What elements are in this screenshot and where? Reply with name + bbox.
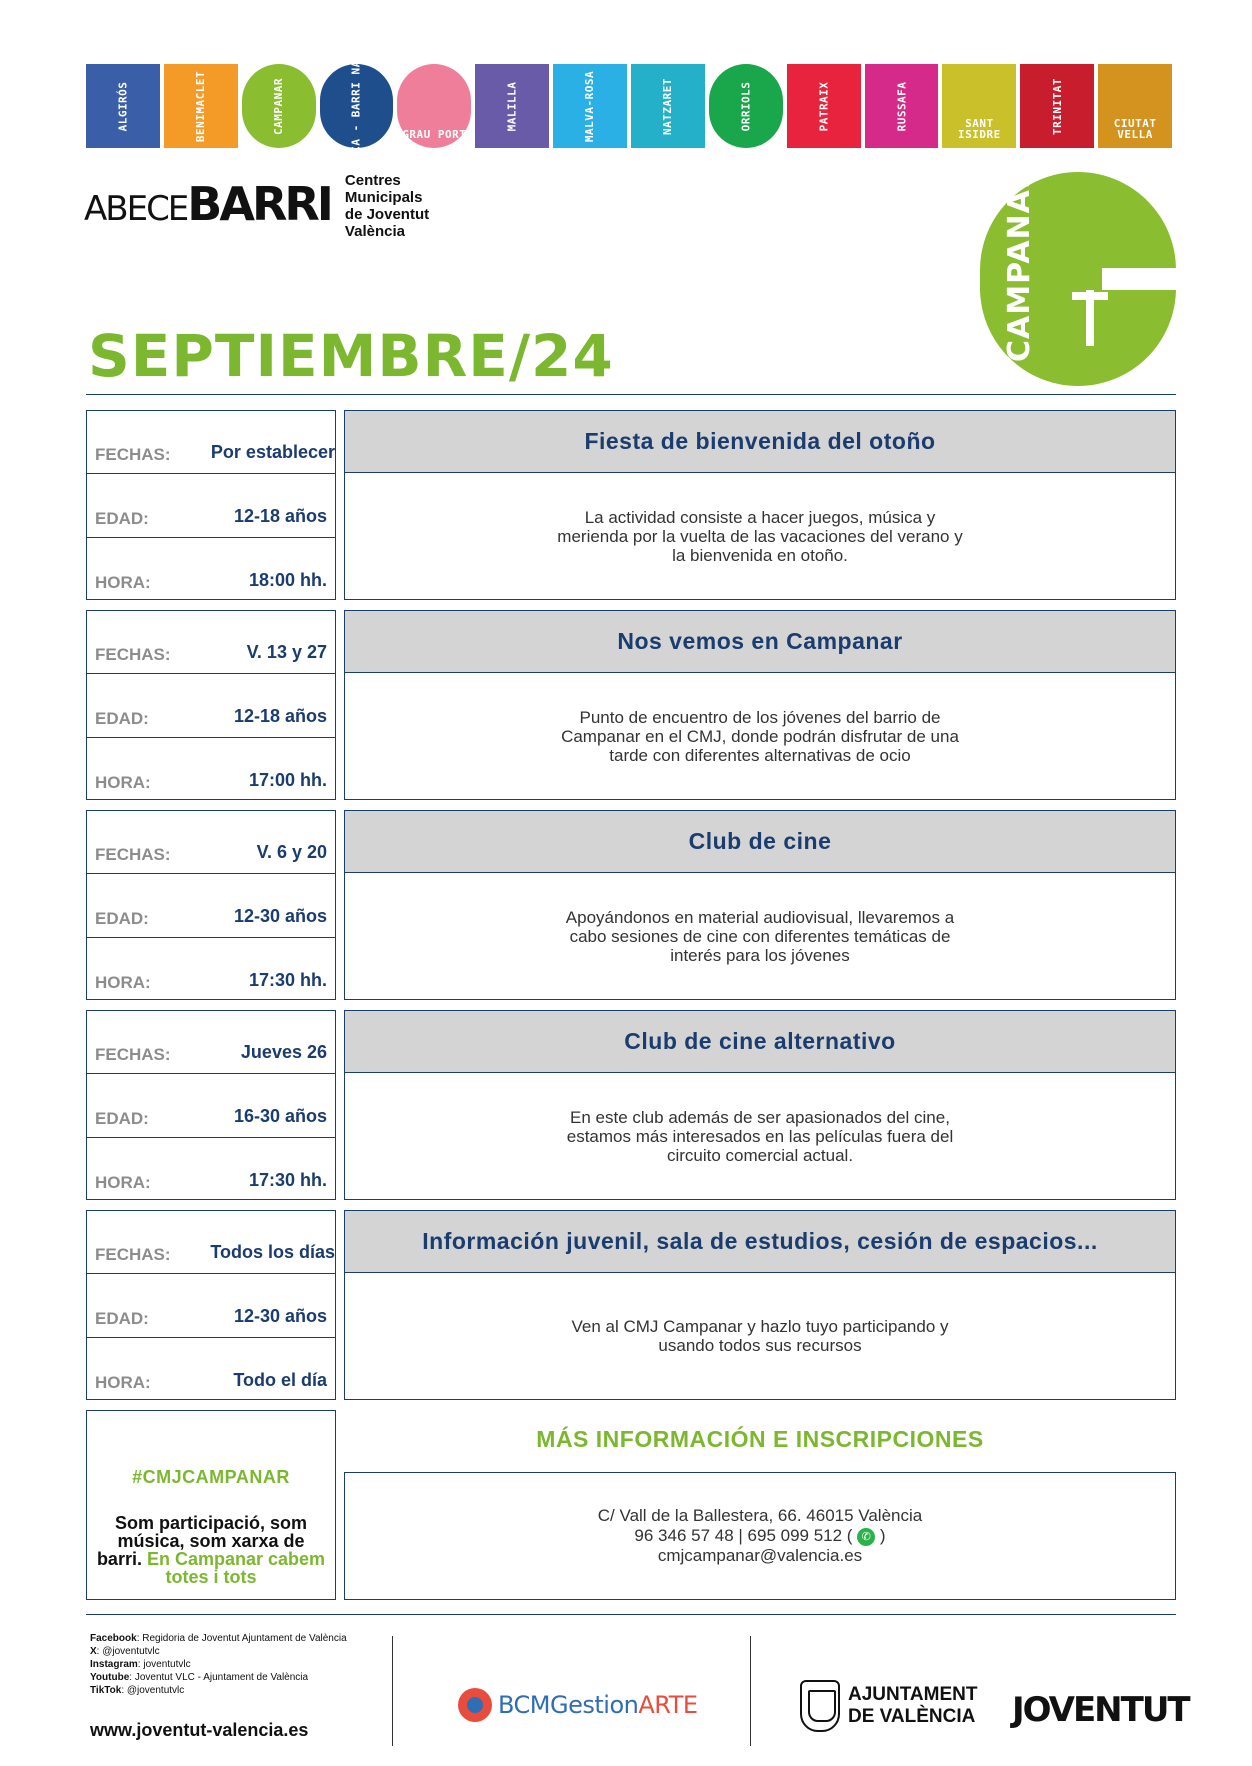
banner-letter: [631, 64, 705, 148]
activity-card: [86, 1210, 1176, 1400]
edad-value: 12-30 años: [233, 1305, 327, 1326]
neighbourhood-name: SANT ISIDRE: [958, 117, 1001, 141]
fechas-row: [87, 811, 335, 874]
neighbourhood-name: PATRAIX: [817, 81, 831, 131]
fechas-row: [87, 611, 335, 674]
address: C/ Vall de la Ballestera, 66. 46015 València: [597, 1506, 923, 1525]
hora-label: HORA:: [95, 1172, 151, 1192]
divider: [86, 1614, 1176, 1615]
banner-letter: [865, 64, 939, 148]
activity-info: [86, 1210, 336, 1400]
contact-box: [344, 1472, 1176, 1600]
campanar-emblem: [980, 165, 1176, 386]
neighbourhood-name: ORRIOLS: [739, 81, 753, 131]
activity-description: Punto de encuentro de los jóvenes del barrio de Campanar en el CMJ, donde podrán disfrutar de una tarde con diferentes alternativas de ocio: [561, 707, 959, 765]
activity-title: Club de cine alternativo: [344, 1010, 1176, 1073]
bcm-logo-icon: [458, 1688, 492, 1722]
banner-letter: [242, 64, 316, 148]
joventut-logo: JOVENTUT: [1012, 1690, 1189, 1730]
fechas-value: V. 6 y 20: [256, 842, 327, 863]
activity-card: [86, 810, 1176, 1000]
divider: [750, 1636, 751, 1746]
neighbourhood-name: MALILLA: [505, 81, 519, 131]
motto: Som participació, som música, som xarxa de barri. En Campanar cabem totes i tots: [96, 1513, 326, 1587]
hora-row: [87, 1138, 335, 1201]
edad-label: EDAD:: [95, 708, 149, 728]
hora-value: 17:30 hh.: [248, 969, 327, 990]
activity-description-box: [344, 672, 1176, 800]
edad-row: [87, 874, 335, 937]
hora-row: [87, 738, 335, 801]
social-line[interactable]: Youtube: Joventut VLC - Ajuntament de València: [90, 1672, 309, 1683]
edad-value: 12-18 años: [233, 505, 327, 526]
hora-value: 17:30 hh.: [248, 1169, 327, 1190]
edad-label: EDAD:: [95, 908, 149, 928]
banner-letter: [553, 64, 627, 148]
social-line[interactable]: Instagram: joventutvlc: [90, 1659, 191, 1670]
activity-title: Fiesta de bienvenida del otoño: [344, 410, 1176, 473]
hora-value: Todo el día: [233, 1369, 327, 1390]
neighbourhood-name: BENIMACLET: [194, 70, 208, 142]
banner-letter: [1098, 64, 1172, 148]
fechas-label: FECHAS:: [95, 1245, 171, 1265]
edad-value: 16-30 años: [233, 1105, 327, 1126]
brand-tagline: Centres Municipals de Joventut València: [344, 172, 430, 240]
abecebarri-logo: ABECEBARRI: [84, 176, 331, 231]
ajuntament-logo: AJUNTAMENT DE VALÈNCIA: [800, 1680, 977, 1732]
edad-label: EDAD:: [95, 1308, 149, 1328]
fechas-label: FECHAS:: [95, 845, 171, 865]
activity-description-box: [344, 872, 1176, 1000]
edad-row: [87, 1074, 335, 1137]
banner-letter: [787, 64, 861, 148]
activity-card: [86, 410, 1176, 600]
activity-description: Ven al CMJ Campanar y hazlo tuyo participando y usando todos sus recursos: [571, 1317, 949, 1355]
divider: [392, 1636, 393, 1746]
neighbourhood-name: CAMPANAR: [272, 77, 286, 135]
edad-row: [87, 1274, 335, 1337]
banner-letter: [320, 16, 394, 196]
fechas-value: Jueves 26: [240, 1042, 327, 1063]
neighbourhood-name: RUSSAFA: [895, 81, 909, 131]
fechas-row: [87, 1211, 335, 1274]
hora-row: [87, 1338, 335, 1401]
hora-label: HORA:: [95, 772, 151, 792]
hora-label: HORA:: [95, 1372, 151, 1392]
activity-description-box: [344, 1072, 1176, 1200]
social-line[interactable]: TikTok: @joventutvlc: [90, 1685, 185, 1696]
abecebarri-brand: [84, 172, 429, 240]
banner-letter: [942, 64, 1016, 148]
edad-value: 12-18 años: [233, 705, 327, 726]
activity-card: [86, 1010, 1176, 1200]
hashtag: #CMJCAMPANAR: [132, 1467, 290, 1487]
fechas-label: FECHAS:: [95, 645, 171, 665]
activity-description: En este club además de ser apasionados del cine, estamos más interesados en las películas fuera del circuito comercial actual.: [566, 1107, 954, 1165]
website-link[interactable]: www.joventut-valencia.es: [90, 1720, 309, 1740]
banner-letter: [397, 64, 471, 148]
banner-letter: [164, 64, 238, 148]
edad-row: [87, 474, 335, 537]
neighbourhood-name: ALGIRÓS: [116, 81, 130, 131]
activity-info: [86, 610, 336, 800]
activity-description-box: [344, 1272, 1176, 1400]
more-info-title: MÁS INFORMACIÓN E INSCRIPCIONES: [536, 1426, 984, 1452]
activity-description: La actividad consiste a hacer juegos, música y merienda por la vuelta de las vacaciones del verano y la bienvenida en otoño.: [557, 507, 963, 565]
neighbourhood-name: CIUTAT VELLA: [1113, 117, 1157, 141]
activity-title: Información juvenil, sala de estudios, cesión de espacios...: [344, 1210, 1176, 1273]
fechas-value: Por establecer: [210, 442, 335, 463]
activity-info: [86, 410, 336, 600]
activity-title: Nos vemos en Campanar: [344, 610, 1176, 673]
hora-label: HORA:: [95, 972, 151, 992]
edad-label: EDAD:: [95, 508, 149, 528]
social-line[interactable]: X: @joventutvlc: [90, 1646, 160, 1657]
banner-letter: [475, 64, 549, 148]
neighbourhood-name: TRINITAT: [1050, 77, 1064, 135]
activity-info: [86, 810, 336, 1000]
banner-letter: [1020, 64, 1094, 148]
city-crest-icon: [800, 1680, 840, 1732]
edad-label: EDAD:: [95, 1108, 149, 1128]
activity-title: Club de cine: [344, 810, 1176, 873]
activity-description: Apoyándonos en material audiovisual, llevaremos a cabo sesiones de cine con diferentes temáticas de interés para los jóvenes: [565, 907, 955, 965]
month-title: SEPTIEMBRE/24: [88, 322, 614, 390]
hashtag-box: [86, 1410, 336, 1600]
activity-description-box: [344, 472, 1176, 600]
divider: [86, 394, 1176, 395]
fechas-row: [87, 411, 335, 474]
fechas-value: Todos los días: [210, 1242, 335, 1263]
neighbourhood-letters-banner: [86, 16, 1172, 196]
bcm-gestion-arte-logo: BCMGestionARTE: [458, 1688, 698, 1722]
social-line[interactable]: Facebook: Regidoria de Joventut Ajuntament de València: [90, 1633, 347, 1644]
fechas-row: [87, 1011, 335, 1074]
neighbourhood-name: GRAU PORT: [402, 128, 467, 141]
emblem-word: CAMPANAR: [1002, 165, 1037, 362]
hora-label: HORA:: [95, 572, 151, 592]
hora-row: [87, 538, 335, 601]
activity-card: [86, 610, 1176, 800]
fechas-label: FECHAS:: [95, 1045, 171, 1065]
hora-row: [87, 938, 335, 1001]
fechas-label: FECHAS:: [95, 445, 171, 465]
hora-value: 18:00 hh.: [248, 569, 327, 590]
banner-letter: [86, 64, 160, 148]
whatsapp-icon: ✆: [857, 1528, 875, 1546]
fechas-value: V. 13 y 27: [246, 642, 327, 663]
email-link[interactable]: cmjcampanar@valencia.es: [657, 1546, 863, 1565]
banner-letter: [709, 64, 783, 148]
neighbourhood-name: CARAVACA - BARRI NATZARET: [350, 16, 364, 196]
neighbourhood-name: NATZARET: [661, 77, 675, 135]
hora-value: 17:00 hh.: [248, 769, 327, 790]
edad-row: [87, 674, 335, 737]
phones: 96 346 57 48 | 695 099 512 ( ✆ ): [634, 1526, 886, 1545]
neighbourhood-name: MALVA-ROSA: [583, 70, 597, 142]
social-links: [90, 1632, 347, 1697]
activity-info: [86, 1010, 336, 1200]
edad-value: 12-30 años: [233, 905, 327, 926]
